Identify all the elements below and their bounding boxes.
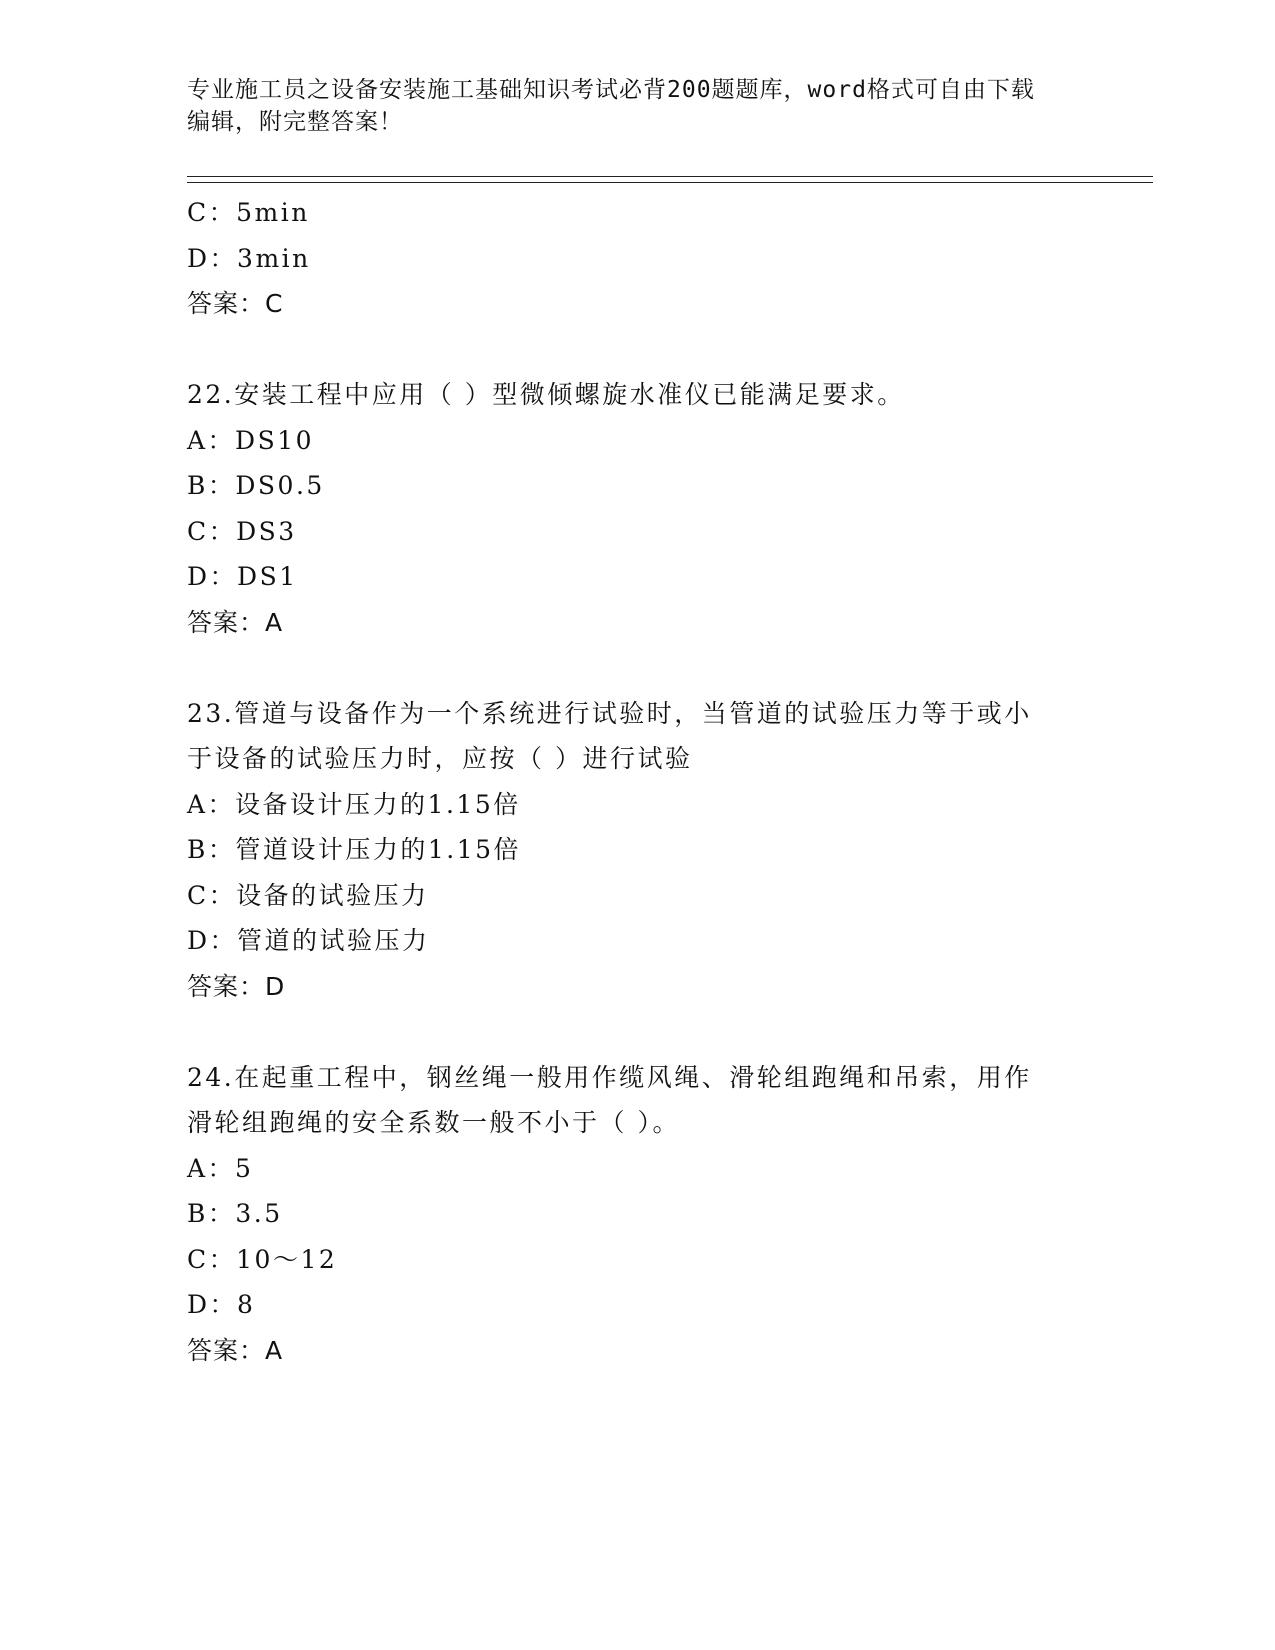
option-a: A：DS10	[187, 425, 315, 455]
option-b: B：3.5	[187, 1199, 283, 1228]
option-d: D：DS1	[187, 562, 298, 591]
document-header	[187, 74, 1067, 138]
answer-line: 答案：C	[187, 289, 284, 318]
header-line-2: 编辑，附完整答案！	[187, 109, 403, 135]
option-c: C：5min	[187, 198, 310, 227]
header-rule-top	[187, 176, 1153, 177]
question-fragment	[187, 190, 1087, 327]
option-b: B：DS0.5	[187, 471, 325, 500]
header-rule-bottom	[187, 182, 1153, 183]
question-22	[187, 372, 1087, 645]
answer-line: 答案：A	[187, 1335, 284, 1365]
question-23	[187, 691, 1087, 1010]
question-stem: 于设备的试验压力时，应按（ ）进行试验	[187, 744, 693, 773]
option-b: B：管道设计压力的1.15倍	[187, 835, 522, 864]
option-a: A：5	[187, 1153, 254, 1183]
option-d: D：3min	[187, 243, 311, 273]
answer-line: 答案：A	[187, 607, 284, 637]
option-d: D：8	[187, 1290, 256, 1319]
option-c: C：DS3	[187, 516, 297, 546]
option-c: C：10～12	[187, 1244, 338, 1274]
option-a: A：设备设计压力的1.15倍	[187, 789, 521, 819]
answer-line: 答案：D	[187, 971, 286, 1001]
option-d: D：管道的试验压力	[187, 926, 430, 955]
spacer	[187, 1009, 1087, 1055]
question-24	[187, 1055, 1087, 1374]
document-body	[187, 190, 1087, 1373]
header-line-1: 专业施工员之设备安装施工基础知识考试必背200题题库，word格式可自由下载	[187, 77, 1035, 103]
question-stem: 24.在起重工程中，钢丝绳一般用作缆风绳、滑轮组跑绳和吊索，用作	[187, 1062, 1032, 1092]
question-stem: 滑轮组跑绳的安全系数一般不小于（ ）。	[187, 1108, 680, 1137]
question-stem: 22.安装工程中应用（ ）型微倾螺旋水准仪已能满足要求。	[187, 380, 905, 409]
spacer	[187, 645, 1087, 691]
question-stem: 23.管道与设备作为一个系统进行试验时，当管道的试验压力等于或小	[187, 698, 1032, 728]
option-c: C：设备的试验压力	[187, 880, 429, 910]
spacer	[187, 327, 1087, 373]
